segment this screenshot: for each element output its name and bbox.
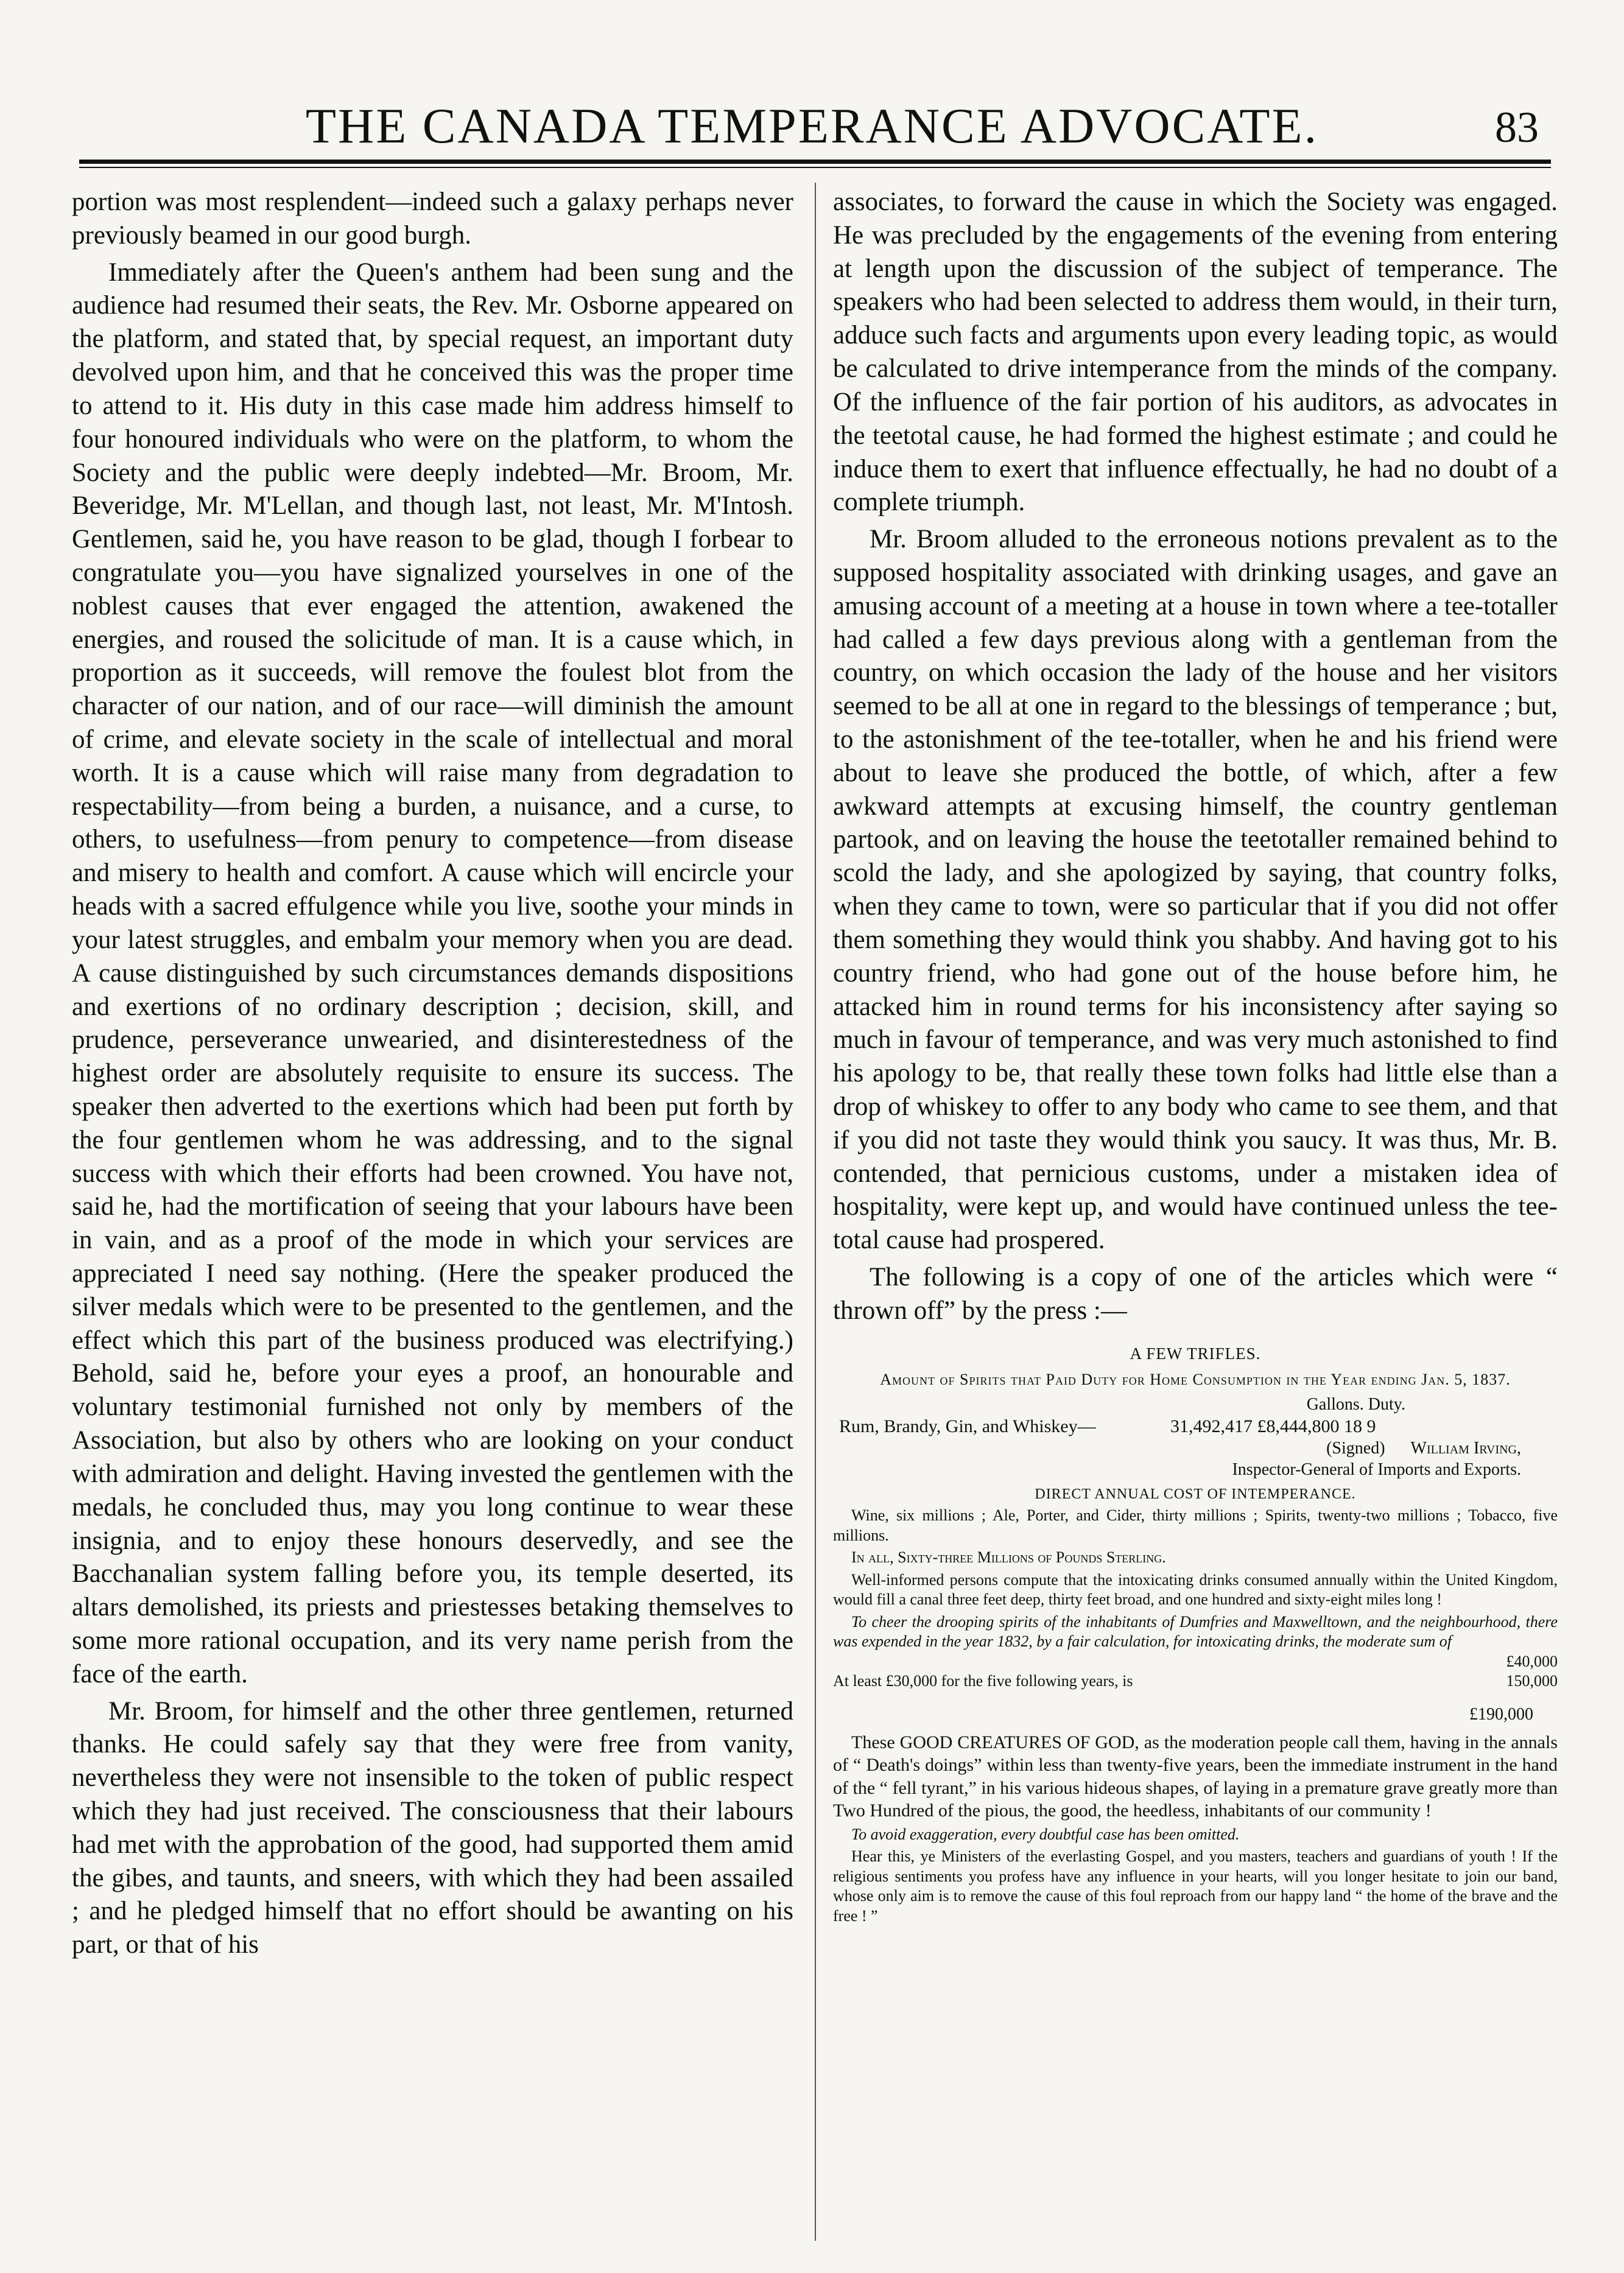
paragraph: Mr. Broom, for himself and the other three gentlemen, returned thanks. He could safely say that they were free from vanity, nevertheless they were not insensible to the token of public respect which they had just received. The consciousness that their labours had met with the approbation of the good, had supported them amid the gibes, and taunts, and sneers, with which they had been assailed ; and he pledged himself that no effort should be awanting on his part, or that of his [72,1696,793,1959]
direct-cost-heading: DIRECT ANNUAL COST OF INTEMPERANCE. [1035,1486,1356,1503]
atleast-row [833,1671,1558,1692]
notice-rum-row [839,1415,1558,1438]
atleast-text: At least £30,000 for the five following years, is [833,1672,1133,1690]
well-informed-line: Well-informed persons compute that the intoxicating drinks consumed annually within the United Kingdom, would fill a canal three feet deep, thirty feet broad, and one hundred and sixty-eight miles long ! [833,1570,1558,1609]
rum-values: 31,492,417 £8,444,800 18 9 [1170,1416,1376,1436]
notice-heading: Amount of Spirits that Paid Duty for Home Consumption in the Year ending Jan. 5, 1837. [880,1371,1511,1389]
page-number: 83 [1495,103,1539,152]
signed-title: Inspector-General of Imports and Exports. [1232,1460,1521,1480]
hear-this-paragraph: Hear this, ye Ministers of the everlasting Gospel, and you masters, teachers and guardians of youth ! If the religious sentiments you profess have any influence in your hearts, will you longer hesitate to join our band, whose only aim is to remove the cause of this foul reproach from our happy land “ the home of the brave and the free ! ” [833,1847,1558,1925]
notice-column-heads: Gallons. Duty. [1306,1394,1405,1414]
header-rule [79,160,1551,168]
notice-title: A FEW TRIFLES. [1130,1344,1261,1363]
cheer-amount-row [833,1652,1558,1672]
left-column [72,186,793,1962]
creatures-paragraph: These GOOD CREATURES OF GOD, as the moderation people call them, having in the annals of “ Death's doings” within less than twenty-five years, been the immediate instrument in the hand of the “ fell tyrant,” in his various hideous shapes, of laying in a premature grave greatly more than Two Hundred of the pious, the good, the heedless, inhabitants of our community ! [833,1732,1558,1821]
notice-signature [833,1438,1558,1459]
signed-label: (Signed) [1326,1439,1385,1458]
atleast-amount: 150,000 [1506,1672,1558,1690]
running-title: THE CANADA TEMPERANCE ADVOCATE. [305,98,1319,153]
rum-label: Rum, Brandy, Gin, and Whiskey— [839,1416,1096,1436]
exaggeration-note: To avoid exaggeration, every doubtful case has been omitted. [851,1825,1240,1843]
cheer-line: To cheer the drooping spirits of the inhabitants of Dumfries and Maxwelltown, and the neighbourhood, there was expended in the year 1832, by a fair calculation, for intoxicating drinks, the moderate sum of [833,1612,1558,1651]
direct-cost-items: Wine, six millions ; Ale, Porter, and Cider, thirty millions ; Spirits, twenty-two millions ; Tobacco, five millions. [833,1506,1558,1544]
paragraph: associates, to forward the cause in which the Society was engaged. He was precluded by the engagements of the evening from entering at length upon the discussion of the subject of temperance. The speakers who had been selected to address them would, in their turn, adduce such facts and arguments upon every leading topic, as would be calculated to drive intemperance from the minds of the company. Of the influence of the fair portion of his auditors, as advocates in the teetotal cause, he had formed the highest estimate ; and could he induce them to exert that influence effectually, he had no doubt of a complete triumph. [833,188,1558,517]
paragraph: Mr. Broom alluded to the erroneous notions prevalent as to the supposed hospitality associated with drinking usages, and gave an amusing account of a meeting at a house in town where a tee-totaller had called a few days previous along with a gentleman from the country, on which occasion the lady of the house and her visitors seemed to be all at one in regard to the blessings of temperance ; but, to the astonishment of the tee-totaller, when he and his friend were about to leave she produced the bottle, of which, after a few awkward attempts at excusing himself, the country gentleman partook, and on leaving the house the teetotaller remained behind to scold the lady, and she apologized by saying, that country folks, when they came to town, were so particular that if you did not offer them something they would think you shabby. And having got to his country friend, who had gone out of the house before him, he attacked him in round terms for his inconsistency after saying so much in favour of temperance, and was very much astonished to find his apology to be, that really these town folks had little else than a drop of whiskey to offer to any body who came to see them, and that if you did not taste they would think you saucy. It was thus, Mr. B. contended, that pernicious customs, under a mistaken idea of hospitality, were kept up, and would have continued unless the tee-total cause had prospered. [833,525,1558,1255]
paragraph: portion was most resplendent—indeed such a galaxy perhaps never previously beamed in our good burgh. [72,188,793,250]
notice-total: £190,000 [1469,1704,1533,1724]
cheer-amount: £40,000 [1506,1652,1558,1670]
press-notice [833,1344,1558,1927]
page-header [67,91,1557,158]
right-column [833,186,1558,1926]
in-all-line: In all, Sixty-three Millions of Pounds Sterling. [851,1548,1166,1567]
signed-name: William Irving, [1410,1439,1521,1458]
paragraph: Immediately after the Queen's anthem had been sung and the audience had resumed their seats, the Rev. Mr. Osborne appeared on the platform, and stated that, by special request, an important duty devolved upon him, and that he conceived this was the proper time to attend to it. His duty in this case made him address himself to four honoured individuals who were on the platform, to whom the Society and the public were deeply indebted—Mr. Broom, Mr. Beveridge, Mr. M'Lellan, and though last, not least, Mr. M'Intosh. Gentlemen, said he, you have reason to be glad, though I forbear to congratulate you—you have signalized yourselves in one of the noblest causes that ever engaged the attention, awakened the energies, and roused the solicitude of man. It is a cause which, in proportion as it succeeds, will remove the foulest blot from the character of our nation, and of our race—will diminish the amount of crime, and elevate society in the scale of intellectual and moral worth. It is a cause which will raise many from degradation to respectability—from being a burden, a nuisance, and a curse, to others, to usefulness—from penury to competence—from disease and misery to health and comfort. A cause which will encircle your heads with a sacred effulgence while you live, soothe your minds in your latest struggles, and embalm your memory when you are dead. A cause distinguished by such circumstances demands dispositions and exertions of no ordinary description ; decision, skill, and prudence, perseverance unwearied, and disinterestedness of the highest order are absolutely requisite to ensure its success. The speaker then adverted to the exertions which had been put forth by the four gentlemen whom he was addressing, and to the signal success with which their efforts had been crowned. You have not, said he, had the mortification of seeing that your labours have been in vain, and as a proof of the mode in which your services are appreciated I need say nothing. (Here the speaker produced the silver medals which were to be presented to the gentlemen, and the effect which this part of the business produced was electrifying.) Behold, said he, before your eyes a proof, an honourable and voluntary testimonial furnished not only by members of the Association, but also by others who are looking on your conduct with admiration and delight. Having invested the gentlemen with the medals, he concluded thus, may you long continue to wear these insignia, and to enjoy these honours deservedly, and see the Bacchanalian system falling before you, its temple deserted, its altars demolished, its priests and priestesses betaking themselves to some more rational occupation, and its very name perish from the face of the earth. [72,258,793,1688]
column-divider [815,183,816,2241]
paragraph: The following is a copy of one of the articles which were “ thrown off” by the press :— [833,1263,1558,1325]
